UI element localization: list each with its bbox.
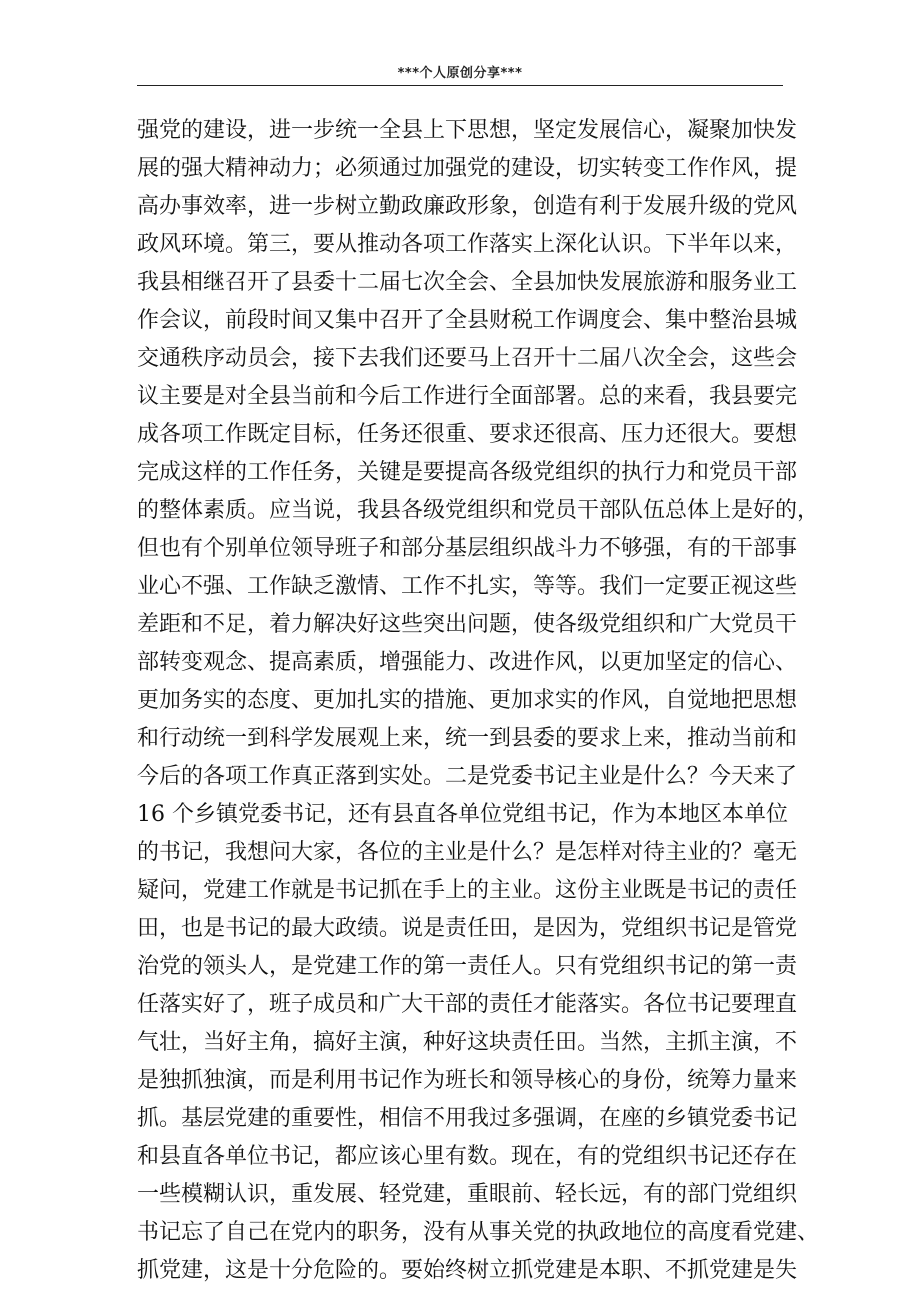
text-line: 16 个乡镇党委书记，还有县直各单位党组书记，作为本地区本单位 [137,802,788,827]
text-line: 治党的领头人，是党建工作的第一责任人。只有党组织书记的第一责 [137,954,798,979]
document-body [137,112,820,1290]
header-rule [137,85,783,86]
text-line: 议主要是对全县当前和今后工作进行全面部署。总的来看，我县要完 [137,384,798,409]
text-line: 高办事效率，进一步树立勤政廉政形象，创造有利于发展升级的党风 [137,194,798,219]
text-line: 差距和不足，着力解决好这些突出问题，使各级党组织和广大党员干 [137,612,798,637]
text-line: 部转变观念、提高素质，增强能力、改进作风，以更加坚定的信心、 [137,650,798,675]
page-header: ***个人原创分享*** [397,66,523,81]
text-line: 书记忘了自己在党内的职务，没有从事关党的执政地位的高度看党建、 [137,1220,820,1245]
text-line: 我县相继召开了县委十二届七次全会、全县加快发展旅游和服务业工 [137,270,798,295]
text-line: 更加务实的态度、更加扎实的措施、更加求实的作风，自觉地把思想 [137,688,798,713]
text-line: 任落实好了，班子成员和广大干部的责任才能落实。各位书记要理直 [137,992,798,1017]
text-line: 今后的各项工作真正落到实处。二是党委书记主业是什么？今天来了 [137,764,798,789]
text-line: 疑问，党建工作就是书记抓在手上的主业。这份主业既是书记的责任 [137,878,798,903]
text-line: 展的强大精神动力；必须通过加强党的建设，切实转变工作作风，提 [137,156,798,181]
text-line: 成各项工作既定目标，任务还很重、要求还很高、压力还很大。要想 [137,422,798,447]
text-line: 抓党建，这是十分危险的。要始终树立抓党建是本职、不抓党建是失 [137,1258,798,1283]
text-line: 政风环境。第三，要从推动各项工作落实上深化认识。下半年以来， [137,232,798,257]
text-line: 抓。基层党建的重要性，相信不用我过多强调，在座的乡镇党委书记 [137,1106,798,1131]
text-line: 一些模糊认识，重发展、轻党建，重眼前、轻长远，有的部门党组织 [137,1182,798,1207]
text-line: 和县直各单位书记，都应该心里有数。现在，有的党组织书记还存在 [137,1144,798,1169]
text-line: 的书记，我想问大家，各位的主业是什么？是怎样对待主业的？毫无 [137,840,798,865]
text-line: 但也有个别单位领导班子和部分基层组织战斗力不够强，有的干部事 [137,536,798,561]
text-line: 气壮，当好主角，搞好主演，种好这块责任田。当然，主抓主演，不 [137,1030,798,1055]
text-line: 作会议，前段时间又集中召开了全县财税工作调度会、集中整治县城 [137,308,798,333]
text-line: 交通秩序动员会，接下去我们还要马上召开十二届八次全会，这些会 [137,346,798,371]
text-line: 的整体素质。应当说，我县各级党组织和党员干部队伍总体上是好的， [137,498,820,523]
text-line: 是独抓独演，而是利用书记作为班长和领导核心的身份，统筹力量来 [137,1068,798,1093]
text-line: 业心不强、工作缺乏激情、工作不扎实，等等。我们一定要正视这些 [137,574,798,599]
text-line: 完成这样的工作任务，关键是要提高各级党组织的执行力和党员干部 [137,460,798,485]
text-line: 和行动统一到科学发展观上来，统一到县委的要求上来，推动当前和 [137,726,798,751]
text-line: 强党的建设，进一步统一全县上下思想，坚定发展信心，凝聚加快发 [137,118,798,143]
text-line: 田，也是书记的最大政绩。说是责任田，是因为，党组织书记是管党 [137,916,798,941]
